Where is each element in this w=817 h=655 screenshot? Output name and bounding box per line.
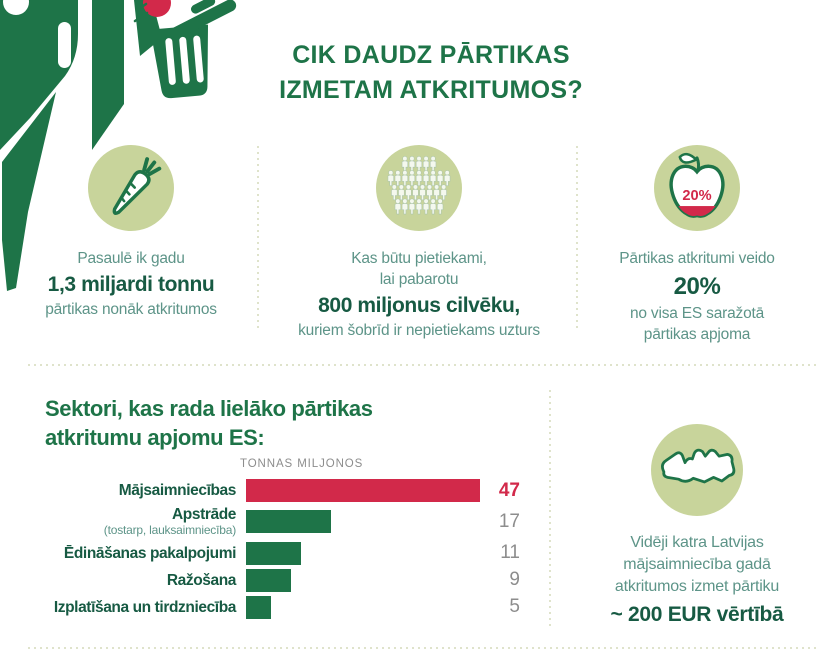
chart-label-block xyxy=(4,572,236,589)
chart-label: Izplatīšana un tirdzniecība xyxy=(53,598,236,616)
chart-value: 11 xyxy=(500,542,520,564)
chart-row xyxy=(4,506,544,538)
chart-sublabel: (tostarp, lauksaimniecība) xyxy=(103,523,236,538)
chart-bar-area xyxy=(246,569,486,592)
divider-vertical-2 xyxy=(576,146,578,330)
divider-horizontal-1 xyxy=(28,364,817,366)
chart-bar xyxy=(246,596,271,619)
chart-bar-area xyxy=(246,479,486,502)
chart-value: 5 xyxy=(509,596,520,618)
stat-text: Kas būtu pietiekami, xyxy=(351,250,487,267)
chart-bar xyxy=(246,479,480,502)
chart-rows xyxy=(4,479,544,619)
latvia-text: Vidēji katra Latvijas xyxy=(630,534,764,551)
latvia-map-icon xyxy=(651,424,743,516)
stat-eu-share xyxy=(582,145,812,345)
stat-text: lai pabarotu xyxy=(379,270,459,288)
chart-label-block xyxy=(4,506,236,538)
latvia-highlight: ~ 200 EUR vērtībā xyxy=(610,603,784,627)
page-title-line1: CIK DAUDZ PĀRTIKAS xyxy=(292,41,570,69)
chart-row xyxy=(4,542,544,565)
chart-row xyxy=(4,596,544,619)
stat-text: pārtikas apjoma xyxy=(643,325,751,343)
stat-text: Pasaulē ik gadu xyxy=(77,250,185,267)
section-heading-line2: atkritumu apjomu ES: xyxy=(45,425,265,451)
apple-percent-label: 20% xyxy=(682,188,712,205)
chart-label: Ēdināšanas pakalpojumi xyxy=(63,544,236,562)
stat-highlight: 800 miljonus cilvēku, xyxy=(318,293,520,317)
chart-value: 17 xyxy=(498,510,520,532)
divider-vertical-3 xyxy=(549,390,551,628)
divider-horizontal-2 xyxy=(28,647,817,649)
chart-row xyxy=(4,569,544,592)
chart-label: Mājsaimniecības xyxy=(118,481,236,499)
stat-people-fed xyxy=(279,145,559,342)
page-title xyxy=(236,38,626,107)
chart-bar xyxy=(246,542,301,565)
figure-shape-2 xyxy=(92,0,124,150)
stat-text: kuriem šobrīd ir nepietiekams uzturs xyxy=(298,321,540,339)
chart-bar xyxy=(246,569,291,592)
chart-label-block xyxy=(4,599,236,616)
stat-latvia-household xyxy=(582,424,812,627)
chart-label-block xyxy=(4,545,236,562)
chart-label-block xyxy=(4,482,236,499)
section-heading xyxy=(45,394,515,452)
stat-text: pārtikas nonāk atkritumos xyxy=(45,301,217,319)
chart-label: Apstrāde xyxy=(172,506,236,523)
stat-world-waste xyxy=(8,145,254,321)
chart-bar-area xyxy=(246,510,486,533)
latvia-text: atkritumos izmet pārtiku xyxy=(614,578,780,596)
stat-highlight: 1,3 miljardi tonnu xyxy=(47,272,215,296)
latvia-text: mājsaimniecība gadā xyxy=(623,556,771,574)
chart-bar-area xyxy=(246,596,486,619)
stat-text: no visa ES saražotā xyxy=(629,304,765,322)
sector-bar-chart xyxy=(4,479,544,623)
chart-label: Ražošana xyxy=(166,571,236,589)
figure-slot xyxy=(58,22,71,68)
chart-bar xyxy=(246,510,331,533)
chart-bar-area xyxy=(246,542,486,565)
carrot-icon xyxy=(88,145,174,231)
section-heading-line1: Sektori, kas rada lielāko pārtikas xyxy=(45,396,373,421)
chart-row xyxy=(4,479,544,502)
chart-unit-label: TONNAS MILJONOS xyxy=(240,458,364,470)
chart-value: 47 xyxy=(498,479,520,501)
divider-vertical-1 xyxy=(257,146,259,330)
stat-text: Pārtikas atkritumi veido xyxy=(619,250,775,267)
stat-highlight: 20% xyxy=(673,272,721,300)
page-title-line2: IZMETAM ATKRITUMOS? xyxy=(279,75,583,104)
chart-value: 9 xyxy=(509,569,520,591)
apple-20-icon xyxy=(654,145,740,231)
crowd-icon xyxy=(376,145,462,231)
